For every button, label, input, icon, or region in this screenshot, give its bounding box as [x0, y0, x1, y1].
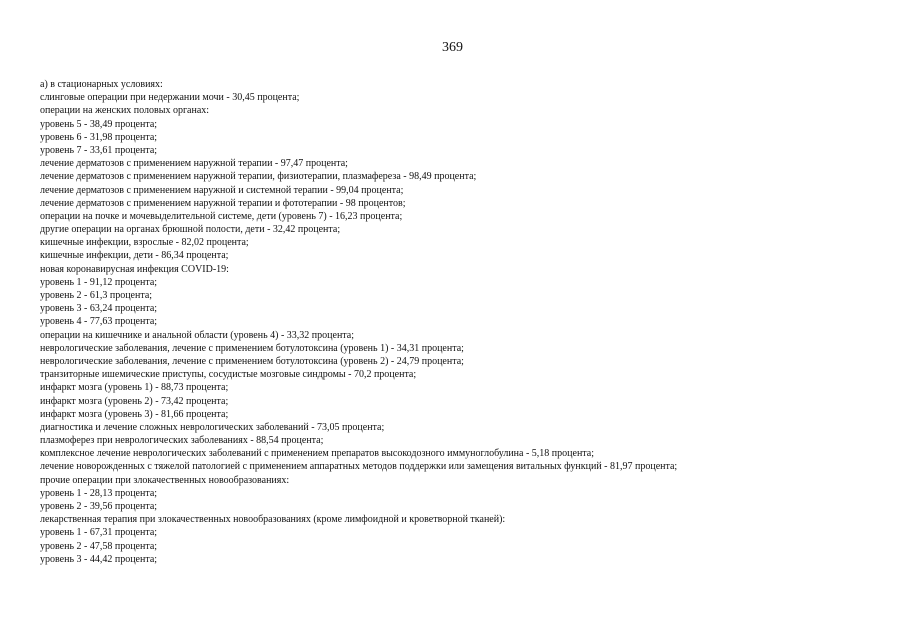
text-line: уровень 6 - 31,98 процента;: [40, 131, 158, 143]
text-line: лечение дерматозов с применением наружной и системной терапии - 99,04 процента;: [40, 184, 404, 196]
text-line: операции на кишечнике и анальной области (уровень 4) - 33,32 процента;: [40, 329, 355, 341]
text-line: инфаркт мозга (уровень 1) - 88,73 процента;: [40, 382, 229, 394]
text-line: другие операции на органах брюшной полости, дети - 32,42 процента;: [40, 224, 341, 236]
text-line: кишечные инфекции, дети - 86,34 процента;: [40, 250, 229, 262]
text-line: прочие операции при злокачественных новообразованиях:: [40, 474, 290, 486]
text-line: уровень 1 - 67,31 процента;: [40, 527, 158, 539]
text-line: кишечные инфекции, взрослые - 82,02 процента;: [40, 237, 249, 249]
text-line: инфаркт мозга (уровень 3) - 81,66 процента;: [40, 408, 229, 420]
text-line: новая коронавирусная инфекция COVID-19:: [40, 263, 229, 275]
text-line: уровень 3 - 44,42 процента;: [40, 553, 158, 565]
text-line: операции на женских половых органах:: [40, 105, 210, 117]
text-line: уровень 1 - 91,12 процента;: [40, 276, 158, 288]
text-line: уровень 7 - 33,61 процента;: [40, 144, 158, 156]
text-line: неврологические заболевания, лечение с применением ботулотоксина (уровень 2) - 24,79 процента;: [40, 355, 464, 367]
text-line: а) в стационарных условиях:: [40, 79, 163, 90]
text-line: комплексное лечение неврологических заболеваний с применением препаратов высокодозного иммуноглобулина - 5,18 процента;: [40, 448, 595, 460]
text-line: лечение дерматозов с применением наружной терапии и фототерапии - 98 процентов;: [40, 197, 406, 209]
text-line: инфаркт мозга (уровень 2) - 73,42 процента;: [40, 395, 229, 407]
text-line: операции на почке и мочевыделительной системе, дети (уровень 7) - 16,23 процента;: [40, 210, 403, 222]
text-line: плазмоферез при неврологических заболеваниях - 88,54 процента;: [40, 435, 324, 447]
text-line: лекарственная терапия при злокачественных новообразованиях (кроме лимфоидной и кроветворной тканей):: [40, 514, 506, 526]
text-line: транзиторные ишемические приступы, сосудистые мозговые синдромы - 70,2 процента;: [40, 369, 417, 381]
text-line: неврологические заболевания, лечение с применением ботулотоксина (уровень 1) - 34,31 процента;: [40, 342, 464, 354]
document-body: [40, 78, 890, 566]
text-line: уровень 2 - 39,56 процента;: [40, 501, 158, 512]
text-line: лечение дерматозов с применением наружной терапии, физиотерапии, плазмафереза - 98,49 процента;: [40, 171, 477, 183]
text-line: диагностика и лечение сложных неврологических заболеваний - 73,05 процента;: [40, 421, 385, 433]
text-line: лечение дерматозов с применением наружной терапии - 97,47 процента;: [40, 158, 348, 170]
text-line: уровень 3 - 63,24 процента;: [40, 303, 158, 315]
text-line: уровень 5 - 38,49 процента;: [40, 118, 158, 130]
text-line: уровень 2 - 61,3 процента;: [40, 290, 153, 301]
text-line: лечение новорожденных с тяжелой патологией с применением аппаратных методов поддержки или замещения витальных функций - 81,97 процента;: [40, 461, 678, 473]
text-line: уровень 2 - 47,58 процента;: [40, 540, 158, 552]
page-number: 369: [442, 40, 463, 55]
text-line: слинговые операции при недержании мочи - 30,45 процента;: [40, 92, 300, 104]
text-line: уровень 1 - 28,13 процента;: [40, 487, 158, 499]
text-line: уровень 4 - 77,63 процента;: [40, 316, 158, 328]
